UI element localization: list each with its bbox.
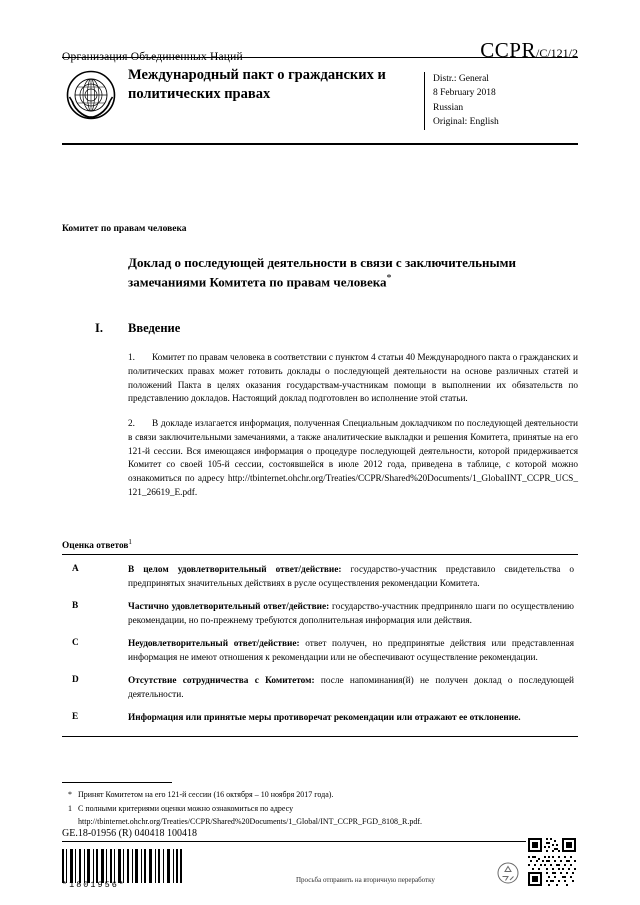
barcode-digits: *1801956* — [62, 880, 126, 890]
assessment-lead: Отсутствие сотрудничества с Комитетом: — [128, 675, 315, 686]
page-title-text: Доклад о последующей деятельности в связи с заключительными замечаниями Комитета по правам человека — [128, 255, 517, 290]
assessment-heading-footnote: 1 — [128, 538, 132, 546]
covenant-title: Международный пакт о гражданских и политических правах — [128, 67, 386, 103]
header-row — [62, 38, 578, 63]
recycle-icon — [497, 862, 519, 884]
paragraph-1 — [128, 352, 578, 407]
table-row — [62, 666, 578, 703]
footnote-marker: 1 — [68, 804, 72, 814]
distr-line-3: Russian — [433, 102, 464, 113]
distr-line-2: 8 February 2018 — [433, 88, 496, 99]
document-symbol-suffix: /C/121/2 — [535, 46, 578, 60]
distr-line-1: Distr.: General — [433, 74, 489, 84]
footnotes — [62, 789, 578, 830]
section-number: I. — [95, 321, 103, 335]
footnote-item — [62, 803, 578, 828]
footnote-item — [62, 789, 578, 801]
assessment-body: государство-участник предприняло шаги по осуществлению рекомендации, но по-прежнему требуются дополнительная информация или действия. — [128, 601, 574, 626]
assessment-body: после напоминания(й) не получен доклад о последующей деятельности. — [128, 675, 574, 700]
organization-name: Организация Объединенных Наций — [62, 51, 243, 63]
paragraph-1-text: Комитет по правам человека в соответствии с пунктом 4 статьи 40 Международного пакта о гражданских и политических правах может готовить доклады о последующей деятельности на основе различных статей и положений Пакта в целях оказания государствам-участникам помощи в выполнении их обязательств по представлению докладов. Настоящий доклад подготовлен во исполнение этой статьи. — [128, 353, 578, 405]
assessment-letter: C — [72, 637, 79, 648]
assessment-table — [62, 538, 578, 737]
paragraph-1-number: 1. — [128, 353, 135, 363]
job-number: GE.18-01956 (R) 040418 100418 — [62, 828, 197, 839]
table-row — [62, 629, 578, 666]
assessment-description — [128, 564, 578, 592]
un-emblem-icon — [66, 70, 116, 120]
header-bottom-rule — [62, 143, 578, 145]
page-title — [128, 254, 528, 292]
assessment-letter: B — [72, 600, 79, 611]
distr-line-4: Original: English — [433, 117, 499, 128]
assessment-lead: Частично удовлетворительный ответ/действие: — [128, 601, 330, 612]
document-symbol-main: CCPR — [480, 38, 536, 62]
assessment-heading-text: Оценка ответов — [62, 541, 129, 552]
assessment-letter: D — [72, 674, 79, 685]
table-row — [62, 703, 578, 726]
assessment-description — [128, 675, 578, 703]
assessment-description — [128, 712, 578, 726]
distribution-block — [424, 72, 583, 130]
document-symbol — [480, 38, 578, 63]
assessment-rows — [62, 555, 578, 725]
paragraph-2-url[interactable]: http://tbinternet.ohchr.org/Treaties/CCPR/Shared%20Documents/1_GlobalINT_CCPR_UCS_121_26619_E.pdf. — [128, 474, 578, 498]
assessment-lead: Неудовлетворительный ответ/действие: — [128, 638, 300, 649]
paragraph-2 — [128, 418, 578, 501]
assessment-bottom-rule — [62, 736, 578, 737]
footnote-marker: * — [68, 790, 72, 799]
table-row — [62, 592, 578, 629]
committee-name: Комитет по правам человека — [62, 224, 187, 234]
assessment-letter: A — [72, 564, 79, 575]
assessment-body: ответ получен, но предпринятые действия или представленная информация не имеют отношения к рекомендации или не обеспечивают осуществление рекомендации. — [128, 638, 574, 663]
assessment-heading — [62, 538, 578, 555]
assessment-lead: В целом удовлетворительный ответ/действие: — [128, 565, 342, 576]
recycle-note: Просьба отправить на вторичную переработку — [296, 876, 435, 884]
assessment-body: государство-участник представило свидетельства о предпринятых значительных действиях в русле осуществления рекомендации Комитета. — [128, 565, 574, 590]
paragraph-2-number: 2. — [128, 419, 135, 429]
paragraph-2-text: В докладе излагается информация, полученная Специальным докладчиком по последующей деятельности в связи заключительными замечаниями, а также аналитические выкладки и решения Комитета, принятые на его 121-й сессии. Вся имеющаяся информация о процедуре последующей деятельности, которой придерживается Комитет со своей 105-й сессии, состоявшейся в июле 2012 года, приведена в таблице, с которой можно ознакомиться по адресу — [128, 419, 578, 484]
footnote-text: С полными критериями оценки можно ознакомиться по адресу http://tbinternet.ohchr.org/Treaties/CCPR/Shared%20Documents/1_Global/INT_CCPR_FGD_8108_R.pdf. — [78, 804, 422, 826]
section-title: Введение — [128, 321, 181, 335]
footer-rule — [62, 841, 578, 842]
assessment-description — [128, 601, 578, 629]
assessment-lead: Информация или принятые меры противоречат рекомендации или отражают ее отклонение. — [128, 712, 521, 723]
assessment-description — [128, 638, 578, 666]
header-rule — [62, 57, 578, 58]
qr-code — [526, 836, 578, 888]
assessment-letter: E — [72, 711, 79, 722]
title-footnote-marker: * — [386, 273, 392, 285]
footnote-rule — [62, 782, 172, 783]
footnote-text: Принят Комитетом на его 121-й сессии (16 октября – 10 ноября 2017 года). — [78, 790, 334, 799]
table-row — [62, 555, 578, 592]
barcode — [62, 849, 182, 883]
